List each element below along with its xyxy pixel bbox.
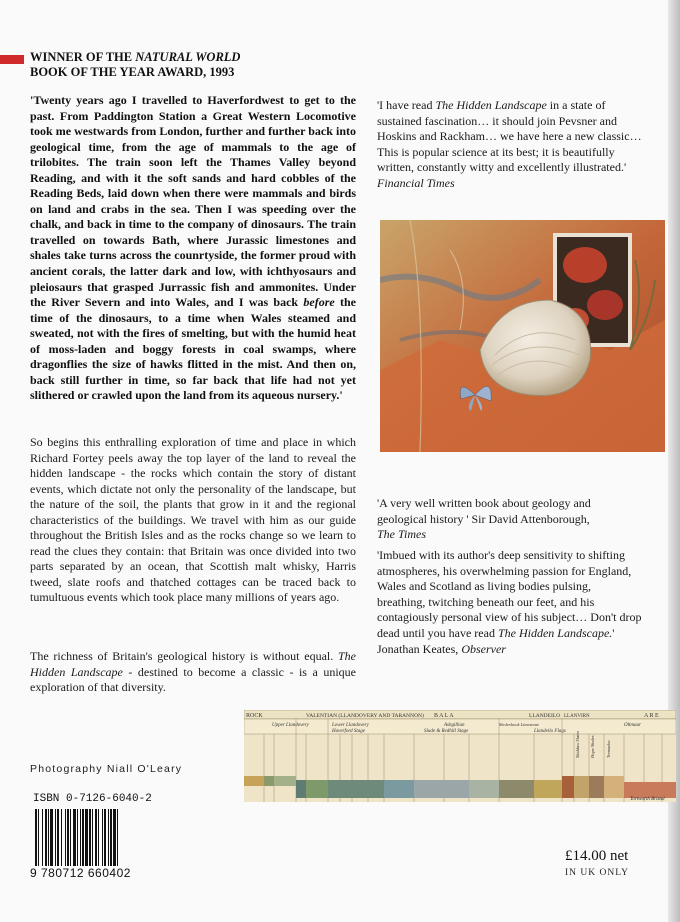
strip-sub-slade: Slade & Redhill Stage <box>424 729 469 734</box>
barcode-bar <box>57 809 59 869</box>
barcode-bar <box>98 809 99 869</box>
strip-sub-tremadoc: Tremadoc <box>606 740 611 758</box>
strip-header-valentian: VALENTIAN (LLANDOVERY AND TARANNON) <box>306 713 424 719</box>
barcode-bar <box>42 809 43 869</box>
barcode-bar <box>55 809 56 869</box>
award-marker <box>0 55 24 64</box>
strip-header-rock: ROCK <box>246 713 263 719</box>
barcode-bar <box>73 809 76 869</box>
isbn-number: ISBN 0-7126-6040-2 <box>33 793 152 805</box>
strip-sub-skiddaw: Skiddaw Slates <box>575 730 580 758</box>
barcode-bar <box>110 809 112 869</box>
barcode-bar <box>92 809 93 869</box>
strip-sub-sholeshook: Sholeshook Limestone <box>499 722 540 727</box>
price-amount: £14.00 net <box>565 848 629 864</box>
barcode-bar <box>61 809 62 869</box>
strip-sub-llandeilo-flags: Llandeilo Flags <box>534 729 566 734</box>
barcode-bar <box>80 809 81 869</box>
barcode-bar <box>104 809 106 869</box>
photography-credit: Photography Niall O'Leary <box>30 763 183 775</box>
barcode-bar <box>70 809 71 869</box>
barcode-bar <box>95 809 97 869</box>
barcode-bar <box>48 809 49 869</box>
barcode-bar <box>65 809 66 869</box>
review-observer: 'Imbued with its author's deep sensitivity to shifting atmospheres, his overwhelming passion for England, Wales and Scotland as living bodies pulsing, breathing, twitching beneath our feet, and his contagiously personal view of his subject… Don't drop dead until you have read The Hidden Landscape.' Jonathan Keates, Observer <box>377 548 642 656</box>
opening-quote: 'Twenty years ago I travelled to Haverfordwest to get to the past. From Paddington Station a Great Western Locomotive took me westwards from London, further and further back into geological time, from the age of mammals to the age of trilobites. The train soon left the Thames Valley beyond Reading, and with it the soft sands and hard cobbles of the Reading Beds, laid down when there were mammals and birds on land and crabs in the sea. Then I was speeding over the chalk, and back in time to the company of dinosaurs. The train travelled on towards Bath, where Jurassic limestones and shales take turns across the counrtyside, the former proud with ancient corals, the latter dark and low, with ichthyosaurs and pleiosaurs that grasped Jurrassic fish and ammonites. Under the River Severn and into Wales, and I was back before the time of the dinosaurs, to a time when Wales steamed and sweated, not with the fires of smelting, but with the humid heat of moss-laden and boggy forests in coal swamps, where dragonflies the size of hawks flitted in the mist. And then on, back still further in time, so far back that life had not yet slithered or crawled upon the land from its aqueous nursery.' <box>30 93 356 403</box>
strip-bottom-tortworth: Tortworth Bristol <box>630 797 665 802</box>
barcode-bar <box>82 809 84 869</box>
barcode-bar <box>89 809 91 869</box>
price-note: IN UK ONLY <box>565 868 629 878</box>
barcode-bar <box>67 809 69 869</box>
geologic-column-illustration <box>244 710 676 802</box>
still-life-illustration <box>380 220 665 452</box>
barcode-digits: 9 780712 660402 <box>30 866 160 880</box>
cover-photograph <box>380 220 665 452</box>
award-heading <box>30 50 240 80</box>
barcode-bar <box>113 809 116 869</box>
review-the-times: 'A very well written book about geology and geological history ' Sir David Attenborough, The Times <box>377 496 591 542</box>
strip-sub-oltmaur: Oltmaur <box>624 723 641 728</box>
barcode-bar <box>85 809 88 869</box>
barcode-bar <box>77 809 78 869</box>
strip-sub-lower-llandovery: Lower Llandovery <box>332 723 369 728</box>
strip-sub-upper-llandovery: Upper Llandovery <box>272 723 309 728</box>
barcode-bar <box>102 809 103 869</box>
strip-header-llandeilo: LLANDEILO <box>529 713 561 719</box>
barcode-bar <box>45 809 47 869</box>
award-line-2: BOOK OF THE YEAR AWARD, 1993 <box>30 65 235 79</box>
strip-sub-hope: Hope Shales <box>590 735 595 758</box>
description-paragraph-1: So begins this enthralling exploration of time and place in which Richard Fortey peels away the top layer of the land to reveal the hidden landscape - the rocks which contain the story of distant events, which dictate not only the personality of the landscape, but the nature of the soil, the plants that grow in it and the regional characteristics of the buildings. We travel with him as our guide throughout the British Isles and as the rocks change so we learn to read the clues they contain: that Britain was once divided into two parts separated by an ocean, that Scottish malt whisky, Harris tweed, slate roofs and thatched cottages can be traced back to tumultuous events which took place many millions of years ago. <box>30 435 356 604</box>
review-financial-times: 'I have read The Hidden Landscape in a state of sustained fascination… it should join Pevsner and Hoskins and Rackham… we have here a new classic… This is popular science at its best; it is beautifully written, constantly witty and excellently illustrated.' Financial Times <box>377 98 642 190</box>
description-paragraph-2: The richness of Britain's geological history is without equal. The Hidden Landscape - destined to become a classic - is a unique exploration of that diversity. <box>30 649 356 694</box>
barcode-bar <box>108 809 109 869</box>
strip-header-arenig: A R E <box>644 713 659 719</box>
strip-sub-ashgillian: Ashgillian <box>444 723 465 728</box>
strip-sub-haverford: Haverford Stage <box>332 729 366 734</box>
strip-header-bala: B A L A <box>434 713 454 719</box>
award-line-1: WINNER OF THE NATURAL WORLD <box>30 50 241 64</box>
strip-header-llanvirn: LLANVIRN <box>564 714 590 719</box>
barcode-bar <box>50 809 53 869</box>
